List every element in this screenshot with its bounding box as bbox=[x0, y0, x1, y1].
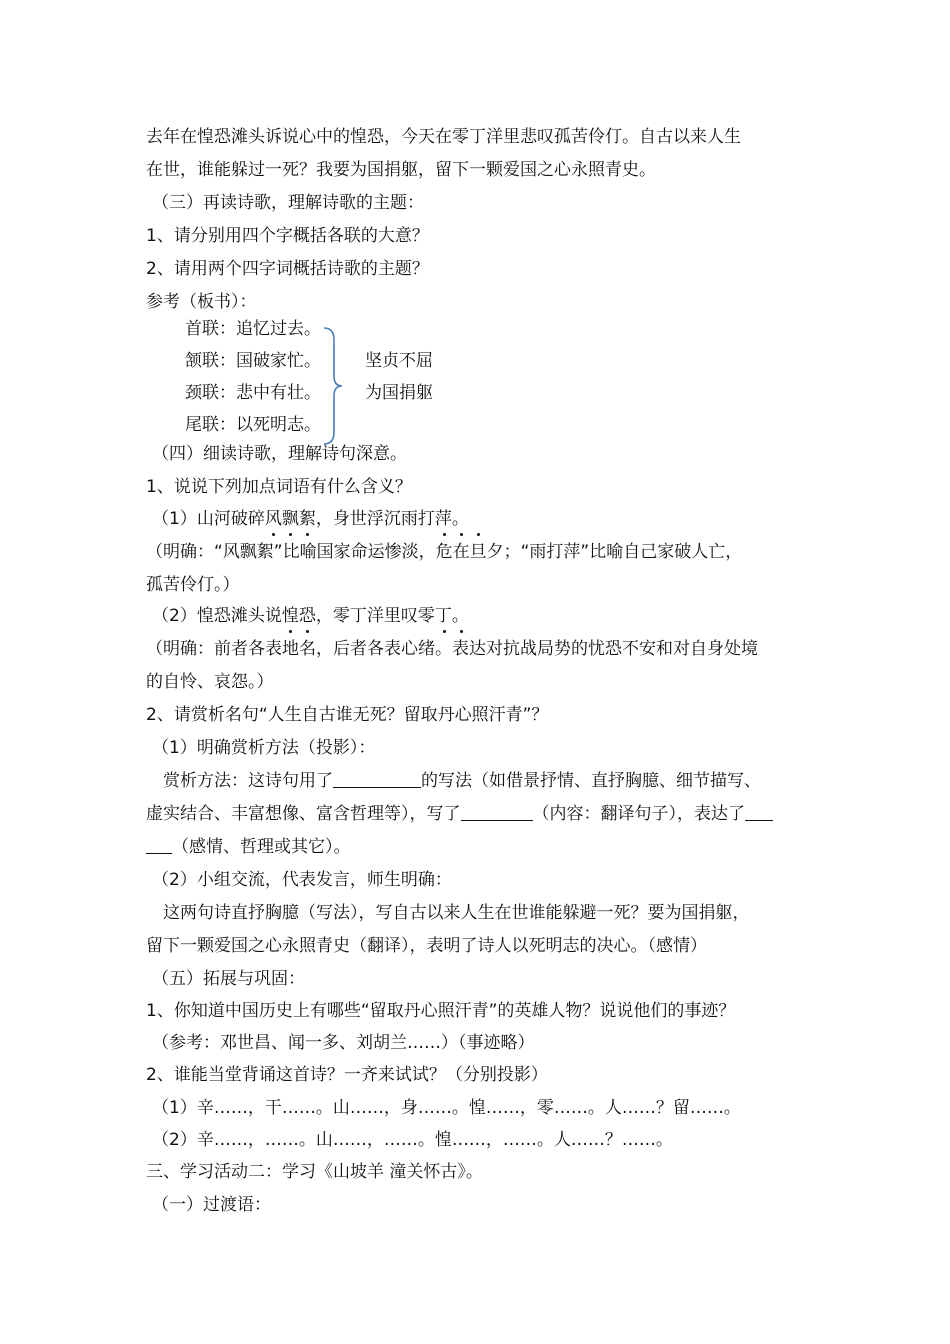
board-row: 颈联：悲中有壮。 bbox=[185, 383, 321, 403]
emphasis-dot bbox=[272, 533, 275, 536]
question-line: 1、说说下列加点词语有什么含义？ bbox=[146, 477, 412, 497]
question-line: 2、谁能当堂背诵这首诗？一齐来试试？（分别投影） bbox=[146, 1065, 548, 1085]
board-row: 尾联：以死明志。 bbox=[185, 415, 321, 435]
answer-line: 这两句诗直抒胸臆（写法），写自古以来人生在世谁能躲避一死？要为国捐躯， bbox=[163, 903, 750, 923]
fill-blank bbox=[745, 804, 773, 821]
theme-label: 坚贞不屈 bbox=[365, 351, 433, 371]
answer-line: 孤苦伶仃。） bbox=[146, 575, 240, 595]
board-row: 首联：追忆过去。 bbox=[185, 319, 321, 339]
fill-blank bbox=[333, 771, 421, 788]
emphasis-dot bbox=[306, 533, 309, 536]
method-text: 的写法（如借景抒情、直抒胸臆、细节描写、 bbox=[421, 771, 761, 791]
verse-line: （2）惶恐滩头说惶恐，零丁洋里叹零丁。 bbox=[152, 606, 469, 626]
answer-line: （明确：前者各表地名，后者各表心绪。表达对抗战局势的忧恐不安和对自身处境 bbox=[146, 639, 758, 659]
emphasis-dot bbox=[443, 533, 446, 536]
method-text: 赏析方法：这诗句用了 bbox=[163, 771, 333, 791]
answer-line: 的自怜、哀怨。） bbox=[146, 672, 274, 692]
section-heading: （三）再读诗歌，理解诗歌的主题： bbox=[152, 193, 424, 213]
method-text: 虚实结合、丰富想像、富含哲理等），写了 bbox=[146, 804, 461, 824]
emphasis-dot bbox=[306, 630, 309, 633]
method-text: （内容：翻译句子），表达了 bbox=[532, 804, 745, 824]
emphasis-dot bbox=[477, 533, 480, 536]
board-label: 参考（板书）： bbox=[146, 292, 257, 312]
right-brace-icon bbox=[320, 326, 348, 446]
question-line: 1、请分别用四个字概括各联的大意？ bbox=[146, 226, 429, 246]
sub-question-line: （1）明确赏析方法（投影）： bbox=[152, 738, 376, 758]
paragraph-line: 在世，谁能躲过一死？我要为国捐躯，留下一颗爱国之心永照青史。 bbox=[146, 160, 656, 180]
fill-blank bbox=[461, 804, 533, 821]
answer-line: （明确：“风飘絮”比喻国家命运惨淡，危在旦夕；“雨打萍”比喻自己家破人亡， bbox=[146, 542, 743, 562]
recite-line: （2）辛……，……。山……，……。惶……，……。人……？……。 bbox=[152, 1130, 673, 1150]
emphasis-dot bbox=[460, 533, 463, 536]
emphasis-dot bbox=[289, 630, 292, 633]
section-heading: （一）过渡语： bbox=[152, 1195, 271, 1215]
verse-line: （1）山河破碎风飘絮，身世浮沉雨打萍。 bbox=[152, 509, 469, 529]
section-heading: （四）细读诗歌，理解诗句深意。 bbox=[152, 444, 407, 464]
method-line bbox=[163, 770, 761, 792]
recite-line: （1）辛……，干……。山……，身……。惶……，零……。人……？留……。 bbox=[152, 1098, 741, 1118]
fill-blank bbox=[146, 837, 172, 854]
method-line bbox=[146, 836, 351, 858]
question-line: 1、你知道中国历史上有哪些“留取丹心照汗青”的英雄人物？说说他们的事迹？ bbox=[146, 1001, 736, 1021]
sub-question-line: （2）小组交流，代表发言，师生明确： bbox=[152, 870, 452, 890]
answer-line: 留下一颗爱国之心永照青史（翻译），表明了诗人以死明志的决心。（感情） bbox=[146, 936, 707, 956]
answer-line: （参考：邓世昌、闻一多、刘胡兰……）（事迹略） bbox=[152, 1033, 535, 1053]
question-line: 2、请用两个四字词概括诗歌的主题？ bbox=[146, 259, 429, 279]
method-text: （感情、哲理或其它）。 bbox=[172, 837, 351, 857]
paragraph-line: 去年在惶恐滩头诉说心中的惶恐，今天在零丁洋里悲叹孤苦伶仃。自古以来人生 bbox=[146, 127, 741, 147]
section-heading: （五）拓展与巩固： bbox=[152, 969, 305, 989]
emphasis-dot bbox=[443, 630, 446, 633]
method-line bbox=[146, 803, 773, 825]
section-heading: 三、学习活动二：学习《山坡羊 潼关怀古》。 bbox=[146, 1162, 483, 1182]
emphasis-dot bbox=[289, 533, 292, 536]
emphasis-dot bbox=[460, 630, 463, 633]
board-row: 颔联：国破家忙。 bbox=[185, 351, 321, 371]
theme-label: 为国捐躯 bbox=[365, 383, 433, 403]
question-line: 2、请赏析名句“人生自古谁无死？留取丹心照汗青”？ bbox=[146, 705, 549, 725]
